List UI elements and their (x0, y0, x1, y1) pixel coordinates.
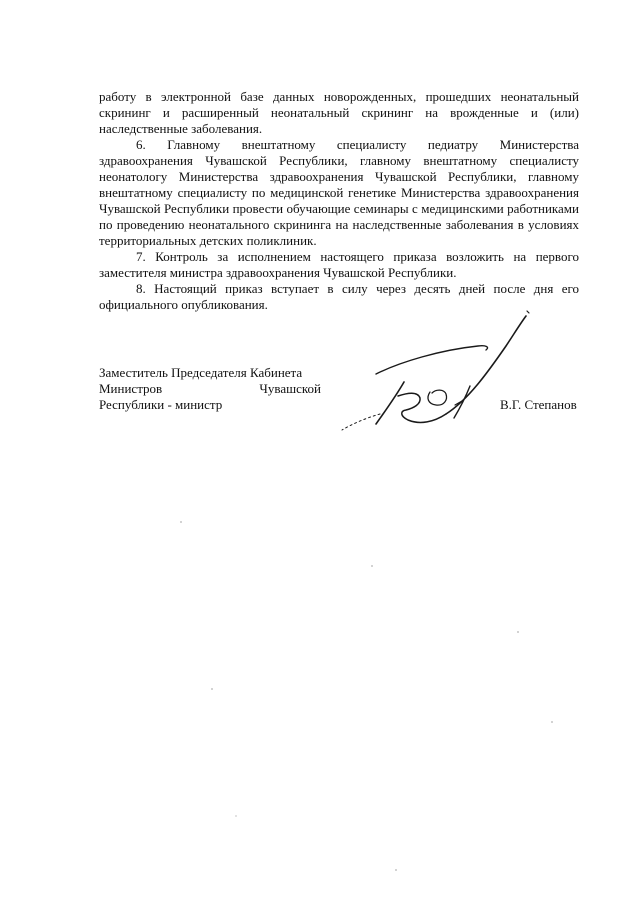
paragraph-5-continuation: работу в электронной базе данных новорожденных, прошедших неонатальный скрининг и расширенный неонатальный скрининг на врожденные и (или) наследственные заболевания. (99, 89, 579, 136)
signatory-position-line-3: Республики - министр (99, 397, 223, 412)
signatory-position-line-2-left: Министров (99, 381, 163, 396)
signatory-position-line-2-right: Чувашской (259, 381, 321, 396)
signatory-name: В.Г. Степанов (500, 397, 577, 412)
paragraph-7: 7. Контроль за исполнением настоящего приказа возложить на первого заместителя министра здравоохранения Чувашской Республики. (99, 249, 579, 280)
signatory-position-line-1: Заместитель Председателя Кабинета (99, 365, 303, 380)
paragraph-6: 6. Главному внештатному специалисту педиатру Министерства здравоохранения Чувашской Республики, главному внештатному специалисту неонатологу Министерства здравоохранения Чувашской Республики, главному внештатному специалисту по медицинской генетике Министерства здравоохранения Чувашской Республики провести обучающие семинары с медицинскими работниками по проведению неонатального скрининга на наследственные заболевания в условиях территориальных детских поликлиник. (99, 137, 579, 248)
paragraph-8: 8. Настоящий приказ вступает в силу через десять дней после дня его официального опубликования. (99, 281, 579, 312)
